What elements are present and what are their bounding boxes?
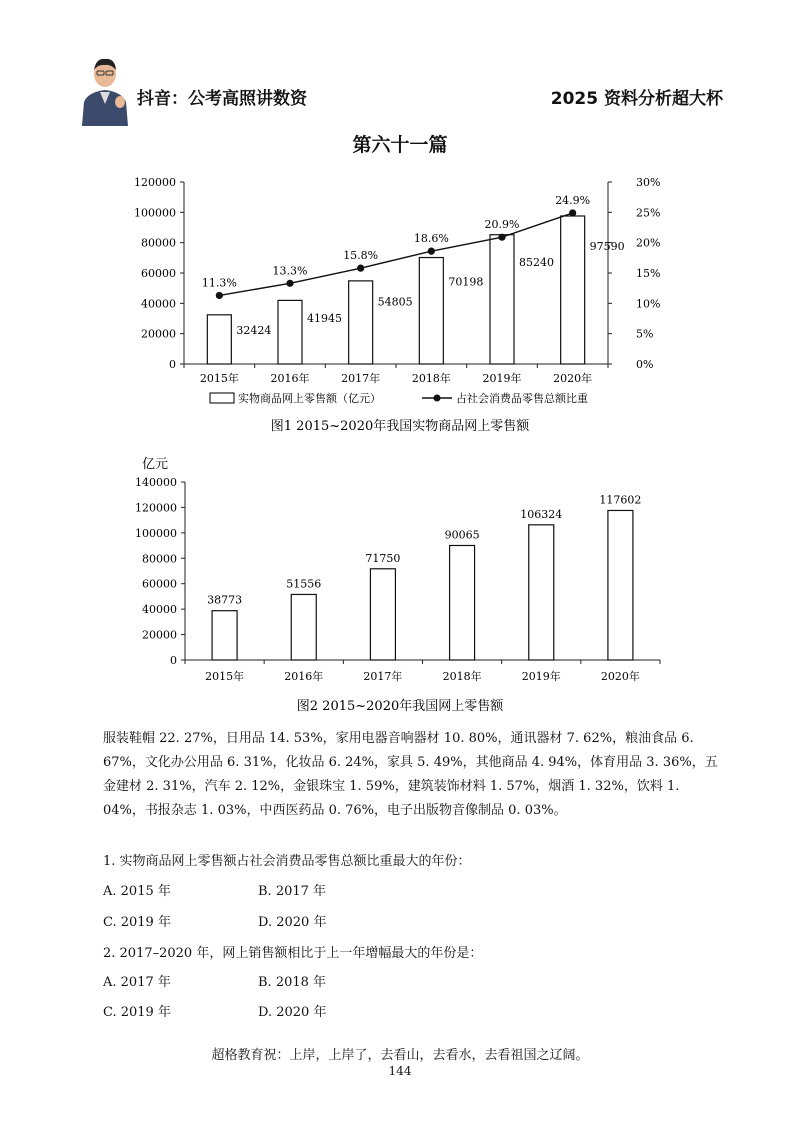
chart1-share-label: 24.9% [555,193,591,207]
chart1-bar [419,258,443,364]
chart1-x-tick-label: 2017年 [341,372,381,385]
chart1-y2-tick-label: 0% [636,358,654,371]
footer-slogan: 超格教育祝：上岸，上岸了，去看山，去看水，去看祖国之辽阔。 [211,1048,589,1063]
chart1-bar-label: 70198 [448,275,484,289]
chart2-y-tick-label: 100000 [135,526,177,540]
chart1-bar-label: 32424 [236,324,272,338]
chart1-x-tick-label: 2016年 [270,372,310,385]
chart1-legend-line-label: 占社会消费品零售总额比重 [456,392,588,405]
chart2-y-tick-label: 80000 [142,552,177,566]
chart1-y2-tick-label: 25% [636,206,661,220]
chart1-bar [349,281,373,364]
chart1-share-label: 20.9% [484,218,520,232]
chart2-x-tick-label: 2019年 [521,670,561,683]
chart1-y2-tick-label: 30% [636,176,661,189]
category-shares-paragraph: 服装鞋帽 22. 27%，日用品 14. 53%，家用电器音响器材 10. 80%，通讯器材 7. 62%，粮油食品 6. 67%，文化办公用品 6. 31%，化妆品 6. 24%，家具 5. 49%，其他商品 4. 94%，体育用品 3. 36%，五金建材 2. 31%，汽车 2. 12%，金银珠宝 1. 59%，建筑装饰材料 1. 57%，烟酒 1. 32%，饮料 1. 04%，书报杂志 1. 03%，中西医药品 0. 76%，电子出版物音像制品 0. 03%。 [103,731,718,818]
chart2-bar [608,510,633,660]
chart2-x-tick-label: 2016年 [284,670,324,683]
chart1-share-point [428,248,435,255]
header-left-text: 抖音：公考高照讲数资 [137,89,307,109]
question-2-stem: 2. 2017–2020 年，网上销售额相比于上一年增幅最大的年份是： [103,946,483,961]
chart1-y2-tick-label: 10% [636,297,661,311]
chart1-x-tick-label: 2018年 [411,372,451,385]
chart2-x-tick-label: 2018年 [442,670,482,683]
chart2-y-tick-label: 20000 [142,628,177,642]
chart2-y-tick-label: 140000 [135,476,177,489]
question-1-option-a: A. 2015 年 [103,884,171,899]
question-2-option-a: A. 2017 年 [103,975,171,990]
chart2-bar [291,594,316,660]
question-1-option-b: B. 2017 年 [258,884,327,899]
chart1-bar-label: 85240 [519,256,554,270]
chart1-y-tick-label: 40000 [141,297,176,311]
chart1-x-tick-label: 2019年 [482,372,522,385]
chart2-bar-label: 117602 [599,493,642,507]
chart1-y-tick-label: 120000 [134,176,176,189]
question-2-option-b: B. 2018 年 [258,975,327,990]
author-avatar [78,52,132,126]
chart1-share-point [216,292,223,299]
chart1-y-tick-label: 100000 [134,206,176,220]
question-1-option-d: D. 2020 年 [258,915,327,930]
chart2-bar-label: 71750 [365,551,401,565]
question-2-option-c: C. 2019 年 [103,1005,171,1020]
chart1-share-line [219,213,572,296]
chart2-y-tick-label: 120000 [135,501,177,515]
question-1-stem: 1. 实物商品网上零售额占社会消费品零售总额比重最大的年份： [103,854,471,869]
chart1-y2-tick-label: 5% [636,327,654,341]
chart2-bar-label: 106324 [520,507,563,521]
chart1-legend-line-marker [434,395,441,402]
page-title: 第六十一篇 [352,134,448,156]
chart1-bar [278,300,302,364]
chart2-bar-label: 90065 [444,528,480,542]
chart1-share-point [498,234,505,241]
chart2-x-tick-label: 2015年 [205,670,245,683]
chart1-legend-bar-swatch [210,393,234,403]
chart1-bar-label: 97590 [589,240,625,254]
chart2-y-axis-label: 亿元 [142,457,169,472]
chart1-share-point [357,265,364,272]
chart2-title: 图2 2015~2020年我国网上零售额 [296,699,504,714]
chart1-online-physical-goods [0,170,800,445]
chart2-bar [370,569,395,660]
chart1-share-label: 15.8% [343,249,379,263]
chart2-x-tick-label: 2020年 [600,670,640,683]
chart2-y-tick-label: 40000 [142,603,177,617]
page-number: 144 [388,1064,412,1078]
chart1-y-tick-label: 20000 [141,327,176,341]
chart1-share-label: 11.3% [201,276,237,290]
chart1-y2-tick-label: 20% [636,236,661,250]
chart1-bar [561,216,585,364]
page-header [0,0,800,140]
chart1-bar-label: 41945 [307,311,342,325]
chart1-share-label: 13.3% [272,264,308,278]
chart1-legend-bar-label: 实物商品网上零售额（亿元） [238,392,381,405]
chart2-bar [450,545,475,660]
chart2-y-tick-label: 0 [170,654,177,667]
chart1-x-tick-label: 2015年 [199,372,239,385]
chart1-bar [207,315,231,364]
chart1-share-point [569,209,576,216]
chart1-bar-label: 54805 [377,295,413,309]
chart2-y-tick-label: 60000 [142,577,177,591]
chart1-y-tick-label: 60000 [141,267,176,280]
chart1-x-tick-label: 2020年 [553,372,593,385]
chart2-bar-label: 38773 [207,593,243,607]
chart2-bar-label: 51556 [286,577,322,591]
chart1-y-tick-label: 80000 [141,236,176,250]
chart2-online-retail [0,450,800,720]
chart1-bar [490,235,514,364]
header-right-text: 2025 资料分析超大杯 [550,89,723,109]
chart1-share-point [286,280,293,287]
chart2-bar [212,611,237,660]
chart1-y2-tick-label: 15% [636,267,661,280]
chart1-title: 图1 2015~2020年我国实物商品网上零售额 [270,419,530,434]
chart2-bar [529,525,554,660]
question-2-option-d: D. 2020 年 [258,1005,327,1020]
chart1-y-tick-label: 0 [169,358,176,371]
chart2-x-tick-label: 2017年 [363,670,403,683]
chart1-share-label: 18.6% [413,232,449,246]
question-1-option-c: C. 2019 年 [103,915,171,930]
